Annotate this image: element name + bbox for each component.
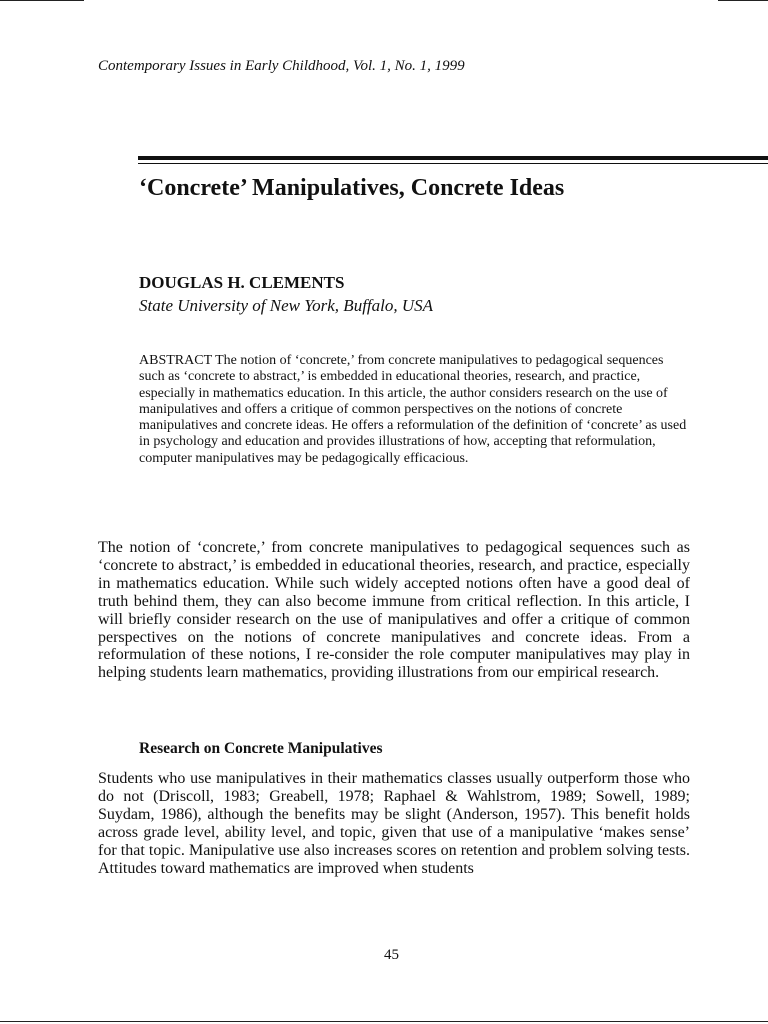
section-heading: Research on Concrete Manipulatives: [139, 740, 383, 757]
author-affiliation: State University of New York, Buffalo, USA: [139, 296, 434, 315]
title-rule-thick: [138, 156, 768, 160]
article-title: ‘Concrete’ Manipulatives, Concrete Ideas: [139, 175, 565, 201]
section-paragraph: Students who use manipulatives in their mathematics classes usually outperform those who do not (Driscoll, 1983; Greabell, 1978; Raphael & Wahlstrom, 1989; Sowell, 1989; Suydam, 1986), although the benefits may be slight (Anderson, 1957). This benefit holds across grade level, ability level, and topic, given that use of a manipulative ‘makes sense’ for that topic. Manipulative use also increases scores on retention and problem solving tests. Attitudes toward mathematics are improved when students: [98, 770, 690, 877]
title-rule-thin: [138, 163, 768, 164]
crop-mark-top-right: [718, 0, 768, 1]
crop-mark-top-left: [0, 0, 84, 1]
page-number: 45: [384, 947, 399, 963]
author-name: DOUGLAS H. CLEMENTS: [139, 273, 345, 292]
intro-paragraph: The notion of ‘concrete,’ from concrete manipulatives to pedagogical sequences such as ‘concrete to abstract,’ is embedded in educational theories, research, and practice, especially in mathematics education. While such widely accepted notions often have a good deal of truth behind them, they can also become immune from critical reflection. In this article, I will briefly consider research on the use of manipulatives and offer a critique of common perspectives on the notions of concrete manipulatives and concrete ideas. From a reformulation of these notions, I re-consider the role computer manipulatives may play in helping students learn mathematics, providing illustrations from our empirical research.: [98, 539, 690, 682]
crop-mark-bottom: [0, 1021, 768, 1022]
journal-citation: Contemporary Issues in Early Childhood, Vol. 1, No. 1, 1999: [98, 58, 465, 74]
abstract: ABSTRACT The notion of ‘concrete,’ from concrete manipulatives to pedagogical sequences such as ‘concrete to abstract,’ is embedded in educational theories, research, and practice, especially in mathematics education. In this article, the author considers research on the use of manipulatives and offers a critique of common perspectives on the notions of concrete manipulatives and concrete ideas. He offers a reformulation of the definition of ‘concrete’ as used in psychology and education and provides illustrations of how, accepting that reformulation, computer manipulatives may be pedagogically efficacious.: [139, 353, 687, 466]
